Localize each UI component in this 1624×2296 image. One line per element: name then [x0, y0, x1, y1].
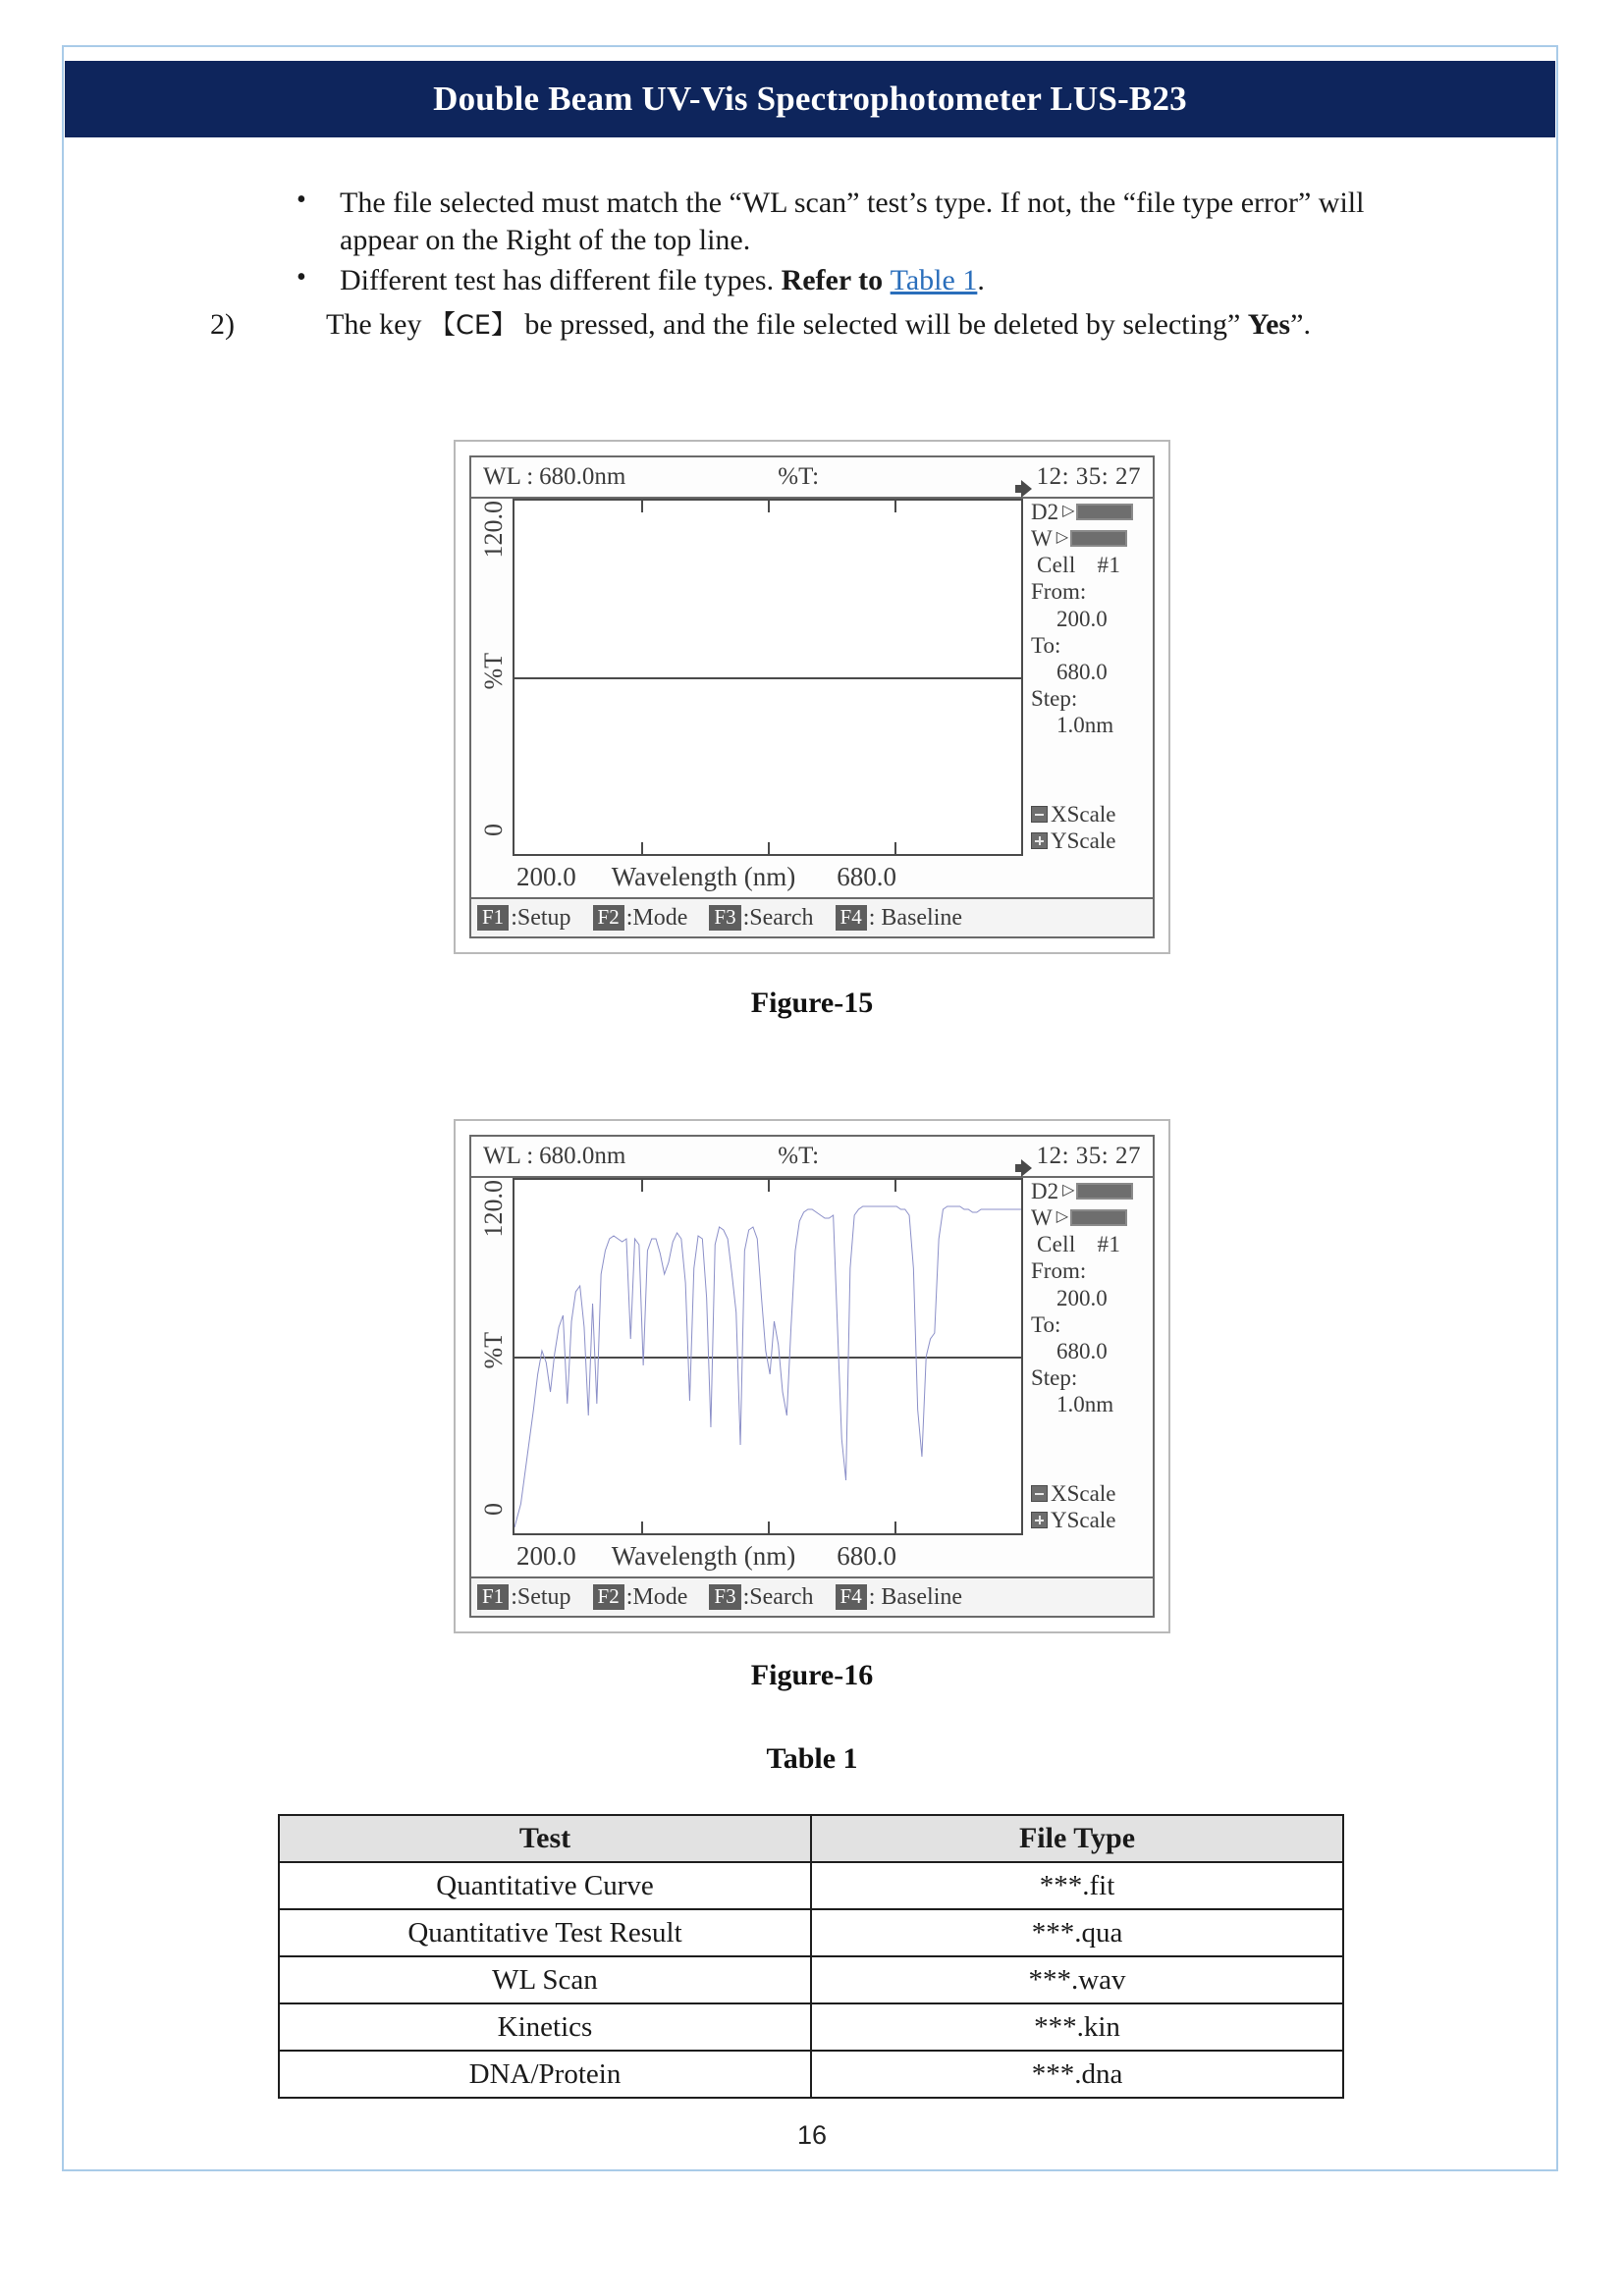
to-value: 680.0 — [1056, 1338, 1108, 1363]
screen-top-bar — [471, 457, 1153, 499]
x-axis-max-label: 680.0 — [837, 861, 897, 891]
fkey-label: :Mode — [625, 1583, 688, 1610]
to-label: To: — [1031, 1311, 1061, 1337]
step-label: Step: — [1031, 1364, 1078, 1390]
w-lamp-row[interactable] — [1031, 525, 1153, 552]
spectrum-curve — [514, 1180, 1021, 1533]
cell-label: Cell — [1037, 1232, 1076, 1257]
chevron-right-icon: ▷ — [1056, 529, 1069, 547]
y-axis-max-label: 120.0 — [479, 1180, 508, 1238]
page-title: Double Beam UV-Vis Spectrophotometer LUS-B23 — [433, 80, 1187, 118]
x-axis-title: Wavelength (nm) — [611, 861, 796, 891]
fkey-search-button[interactable] — [709, 905, 813, 932]
table-row — [279, 1909, 1343, 1956]
fkey-tag: F1 — [477, 1584, 509, 1609]
fkey-label: :Search — [742, 904, 814, 931]
w-lamp-indicator — [1070, 530, 1127, 547]
function-key-bar — [471, 897, 1153, 936]
yscale-icon — [1031, 1512, 1048, 1528]
percent-t-label: %T: — [778, 463, 820, 490]
y-axis-min-label: 0 — [479, 1503, 508, 1516]
page-number: 16 — [796, 2120, 828, 2150]
refer-to-bold: Refer to — [781, 263, 891, 296]
d2-label: D2 — [1031, 1179, 1059, 1203]
chevron-right-icon: ▷ — [1062, 1182, 1075, 1200]
item2-text-2: be pressed, and the file selected will be deleted by selecting” — [516, 308, 1248, 342]
fkey-tag: F2 — [593, 905, 624, 930]
step-value: 1.0nm — [1056, 1392, 1114, 1416]
chevron-right-icon: ▷ — [1056, 1208, 1069, 1226]
cell-value: #1 — [1097, 1232, 1121, 1257]
table-row — [279, 1956, 1343, 2003]
x-axis-row — [471, 856, 1153, 897]
x-axis-min-label: 200.0 — [516, 1540, 576, 1571]
fkey-tag: F3 — [709, 1584, 740, 1609]
screen-top-bar — [471, 1137, 1153, 1178]
percent-t-label: %T: — [778, 1143, 820, 1169]
fkey-label: :Search — [742, 1583, 814, 1610]
screen-main-area — [471, 1178, 1153, 1535]
x-tick-bottom-3 — [894, 842, 896, 854]
figure-16-device-screenshot — [454, 1119, 1170, 1633]
scale-buttons-group — [1031, 801, 1115, 854]
clock-time: 12: 35: 27 — [1036, 463, 1141, 490]
screen-side-panel — [1023, 1178, 1153, 1535]
fkey-search-button[interactable] — [709, 1584, 813, 1611]
fkey-baseline-button[interactable] — [836, 905, 963, 932]
file-type-table — [278, 1814, 1344, 2099]
ce-key-label: 【CE】 — [428, 310, 517, 342]
xscale-icon — [1031, 806, 1048, 823]
numbered-item-2 — [210, 305, 1375, 344]
fkey-label: :Mode — [625, 904, 688, 931]
x-axis-title: Wavelength (nm) — [611, 1540, 796, 1571]
xscale-button[interactable] — [1031, 1480, 1115, 1507]
list-item — [275, 185, 1375, 260]
fkey-tag: F1 — [477, 905, 509, 930]
x-axis-min-label: 200.0 — [516, 861, 576, 891]
w-lamp-row[interactable] — [1031, 1204, 1153, 1231]
table-row — [279, 2003, 1343, 2051]
table-header-filetype: File Type — [811, 1815, 1343, 1862]
y-axis-labels — [471, 1178, 513, 1535]
fkey-label: : Baseline — [868, 1583, 963, 1610]
d2-lamp-row[interactable] — [1031, 1178, 1153, 1204]
plot-area-figure-16[interactable] — [513, 1178, 1023, 1535]
clock-time: 12: 35: 27 — [1036, 1143, 1141, 1169]
from-value: 200.0 — [1056, 1285, 1108, 1310]
bullet-text-2-end: . — [977, 263, 985, 296]
d2-lamp-indicator — [1076, 504, 1133, 520]
bullet-text-2: Different test has different file types. — [340, 263, 782, 296]
table-row — [279, 1862, 1343, 1909]
item2-text-1: The key — [326, 308, 429, 342]
table-cell-test: Quantitative Test Result — [279, 1909, 811, 1956]
from-value: 200.0 — [1056, 606, 1108, 631]
x-tick-top-2 — [768, 501, 770, 512]
table-cell-filetype: ***.kin — [811, 2003, 1343, 2051]
yscale-button[interactable] — [1031, 828, 1115, 854]
list-item — [275, 262, 1375, 299]
item-number: 2) — [210, 308, 235, 342]
xscale-label: XScale — [1051, 1480, 1116, 1506]
plot-wrapper — [471, 1178, 1023, 1535]
to-label: To: — [1031, 632, 1061, 658]
fkey-mode-button[interactable] — [593, 905, 688, 932]
cell-label: Cell — [1037, 553, 1076, 578]
x-tick-top-3 — [894, 501, 896, 512]
item2-text-end: ”. — [1290, 308, 1311, 342]
page-header-banner — [65, 61, 1555, 137]
x-tick-bottom-2 — [768, 842, 770, 854]
yscale-label: YScale — [1051, 828, 1116, 853]
wl-label: WL : — [483, 1143, 534, 1169]
xscale-button[interactable] — [1031, 801, 1115, 828]
y-axis-min-label: 0 — [479, 824, 508, 836]
yes-bold: Yes — [1247, 308, 1291, 342]
fkey-tag: F2 — [593, 1584, 624, 1609]
wl-value: 680.0nm — [539, 1143, 626, 1169]
cell-row — [1031, 1231, 1153, 1257]
d2-lamp-indicator — [1076, 1183, 1133, 1200]
plot-wrapper — [471, 499, 1023, 856]
w-lamp-indicator — [1070, 1209, 1127, 1226]
d2-lamp-row[interactable] — [1031, 499, 1153, 525]
bullet-list — [275, 185, 1375, 299]
table-1-link[interactable]: Table 1 — [890, 263, 978, 296]
bullet-text-1: The file selected must match the “WL scan” test’s type. If not, the “file type error” will appear on the Right of the top line. — [340, 187, 1365, 257]
from-label: From: — [1031, 579, 1087, 605]
fkey-setup-button[interactable] — [477, 1584, 571, 1611]
cell-value: #1 — [1097, 553, 1121, 578]
fkey-tag: F4 — [836, 1584, 867, 1609]
chevron-right-icon: ▷ — [1062, 503, 1075, 520]
fkey-baseline-button[interactable] — [836, 1584, 963, 1611]
fkey-label: : Baseline — [868, 904, 963, 931]
instrument-screen — [469, 455, 1155, 938]
table-header-row — [279, 1815, 1343, 1862]
y-axis-title: %T — [479, 652, 508, 690]
x-axis-max-label: 680.0 — [837, 1540, 897, 1571]
figure-16-caption: Figure-16 — [750, 1659, 874, 1691]
xscale-label: XScale — [1051, 801, 1116, 827]
table-cell-test: DNA/Protein — [279, 2051, 811, 2098]
y-axis-max-label: 120.0 — [479, 501, 508, 559]
table-1-caption: Table 1 — [766, 1742, 858, 1775]
table-header-test: Test — [279, 1815, 811, 1862]
figure-15-caption: Figure-15 — [750, 987, 874, 1019]
y-axis-title: %T — [479, 1331, 508, 1369]
x-tick-top-1 — [641, 501, 643, 512]
fkey-label: :Setup — [511, 1583, 571, 1610]
table-cell-test: WL Scan — [279, 1956, 811, 2003]
table-cell-filetype: ***.qua — [811, 1909, 1343, 1956]
plot-area-figure-15[interactable] — [513, 499, 1023, 856]
fkey-label: :Setup — [511, 904, 571, 931]
screen-main-area — [471, 499, 1153, 856]
yscale-label: YScale — [1051, 1507, 1116, 1532]
table-cell-filetype: ***.dna — [811, 2051, 1343, 2098]
w-label: W — [1031, 526, 1053, 552]
scale-buttons-group — [1031, 1480, 1115, 1533]
step-label: Step: — [1031, 685, 1078, 711]
file-type-table-wrapper — [278, 1814, 1344, 2099]
xscale-icon — [1031, 1485, 1048, 1502]
table-row — [279, 2051, 1343, 2098]
x-axis-row — [471, 1535, 1153, 1576]
d2-label: D2 — [1031, 500, 1059, 524]
mid-reference-line — [514, 677, 1021, 679]
from-label: From: — [1031, 1258, 1087, 1284]
cell-row — [1031, 552, 1153, 578]
wl-value: 680.0nm — [539, 463, 626, 490]
fkey-setup-button[interactable] — [477, 905, 571, 932]
body-content — [210, 185, 1375, 344]
function-key-bar — [471, 1576, 1153, 1616]
figure-15-device-screenshot — [454, 440, 1170, 954]
speaker-icon — [1015, 480, 1035, 498]
screen-side-panel — [1023, 499, 1153, 856]
table-cell-test: Quantitative Curve — [279, 1862, 811, 1909]
table-cell-test: Kinetics — [279, 2003, 811, 2051]
table-body — [279, 1862, 1343, 2098]
speaker-icon — [1015, 1159, 1035, 1177]
fkey-tag: F4 — [836, 905, 867, 930]
fkey-mode-button[interactable] — [593, 1584, 688, 1611]
instrument-screen — [469, 1135, 1155, 1618]
yscale-button[interactable] — [1031, 1507, 1115, 1533]
y-axis-labels — [471, 499, 513, 856]
fkey-tag: F3 — [709, 905, 740, 930]
yscale-icon — [1031, 832, 1048, 849]
to-value: 680.0 — [1056, 659, 1108, 684]
x-tick-bottom-1 — [641, 842, 643, 854]
table-cell-filetype: ***.wav — [811, 1956, 1343, 2003]
wl-label: WL : — [483, 463, 534, 490]
step-value: 1.0nm — [1056, 713, 1114, 737]
w-label: W — [1031, 1205, 1053, 1231]
table-cell-filetype: ***.fit — [811, 1862, 1343, 1909]
